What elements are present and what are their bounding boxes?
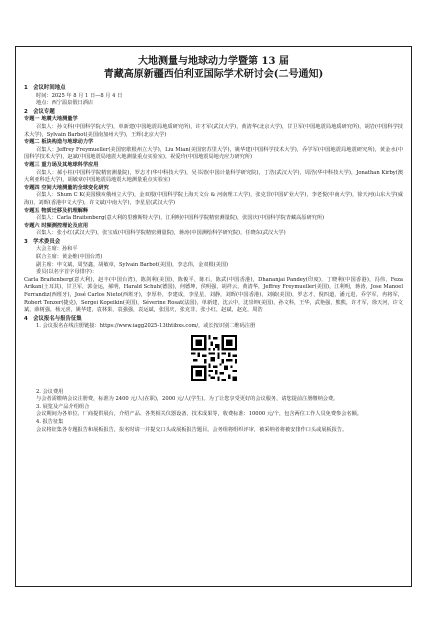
topic-conveners: 召集人：Shum C K(美国俄亥俄州立大学)，金双根(中国科学院上海天文台 & 河南理工大学)，张克非(中国矿业大学)，李老悦(中南大学)，徐天河(山东大学(威海))，刘晖(香港中文大学)，许文斌(中南大学)，李星星(武汉大学) [24,192,403,206]
meeting-time: 时间：2025 年 8 月 1 日—8 月 4 日 [36,92,123,99]
section-3-heading: 3 学术委员会 [24,238,61,245]
vice-chairs: 副主席：申文斌，周坚鑫，胡敏章，Sylvain Barbot(美国)，李志伟，金双根(美国) [36,261,229,268]
meeting-place: 地点：西宁温泉假日酒店 [36,100,94,107]
topic-5 [24,208,403,223]
topic-1 [24,116,403,139]
report-text: 会议将征集各专题报告和展板报告，报名时请一并提交口头或展板报告题目。会务组将组织评审，被采纳者将被安排作口头或展板报告。 [36,426,348,433]
section-4-heading: 4 会议报名与报告征集 [24,315,82,322]
topic-title: 专题三 重力场及其地球科学应用 [24,161,99,168]
topic-title: 专题一 地震大地测量学 [24,116,78,123]
notice-subtitle: 青藏高原新疆西伯利亚国际学术研讨会(二号通知) [103,69,324,80]
topic-6 [24,223,403,238]
topic-title: 专题六 时频测控理论及应用 [24,222,89,229]
registration-link[interactable]: 1. 会议报名在线注册链接：https://www.iagg2025-13thtibxs.com/，或长按识别二维码注册 [36,323,256,330]
committee-members: Carla Braitenberg(意大利)，赵丰(中国台湾)，陈剑利(美国)，陈俊平，陈石，陈武(中国香港)，Dhananjai Pandey(印度)，丁晓利(中国香港)，冯伟，Feza Arikan(土耳其)，甘卫军，郭金运，郝明，Harald Schuh(德国)，何德坤，侯明强，胡祥云，黄清华，Jeffrey Freymueller(美国)，江利明，蒋涛，Jose Manoel Ferrandiz(西班牙)，José Carlos Nieto(西班牙)，李厚朴，李建成，李星星，刘静，刘晖(中国香港)，刘敏(美国)，罗志才，倪四道，潘元进，乔学军，冉将军，Robert Tenzer(捷克)，Sergei Kopeikin(美国)，Séverine Rosat(法国)，单新建，沈云中，沈崇坤(美国)，孙文科，王华，武艳强，熊熊，许才军，徐天河，许文斌，薛树强，杨元喜，姚华建，袁林果，袁强强，袁运斌，张国庆，张克非，张小红，赵斌，赵克，周浩 [24,276,403,314]
report-heading: 4. 报告征集 [36,418,64,425]
members-label: 委员(以名字首字母排序)： [36,269,98,276]
section-1-heading: 1 会议时间地点 [24,85,66,91]
topic-2 [24,139,403,162]
exhibit-heading: 3. 展览及产品介绍组合 [36,403,90,410]
conference-chair: 大会主席：孙和平 [36,246,78,253]
topic-conveners: 召集人：Jeffrey Freymueller(美国密歇根州立大学)，Liu Mian(美国密苏里大学)，姚华建(中国科学技术大学)，乔学军(中国地震局地震研究所)，黄金水(中国科学技术大学)，赵斌(中国地震局地震大地测量重点实验室)，祝爱玲(中国地震局地壳应力研究所) [24,146,403,161]
qr-code-icon[interactable] [191,335,237,381]
notice-title: 大地测量与地球动力学暨第 13 届 [138,56,289,67]
topic-title: 专题二 板块构造与地球动力学 [24,139,94,146]
topic-conveners: 召集人：孙文科(中国科学院大学)，单新建(中国地震局地质研究所)，许才军(武汉大学)，黄清华(北京大学)，甘卫军(中国地震局地质研究所)，胡岩(中国科学技术大学)，Sylvain Barbot(美国南加州大学)，王辉(北京大学) [24,123,403,138]
qr-code-container [24,335,403,385]
topic-conveners: 召集人：张小红(武汉大学)，张宝成(中国科学院精密测量院)，蒋涛(中国测绘科学研究院)，任晓东(武汉大学) [36,230,286,237]
topic-3 [24,162,403,185]
exhibit-text: 会议期间为各单位、厂商提供展台，介绍产品、各类相关仪器设备、技术成果等，收费标准：10000 元/个，包含两位工作人员免费参会名额。 [36,411,362,418]
co-chairs: 联合主席：黄金维(中国台湾) [36,254,103,261]
notice-page [15,46,412,587]
topic-title: 专题四 空间大地测量的全球变化研究 [24,184,109,191]
section-2-heading: 2 会议专题 [24,108,55,115]
topic-title: 专题五 物质迁移及机理解释 [24,207,89,214]
fee-text: 与会者需缴纳会议注册费，标准为 2400 元/人(在职)，2000 元/人(学生)。为了让您享受更好的会议服务，请您提前注册缴纳会费。 [36,396,339,403]
topic-4 [24,185,403,208]
topic-conveners: 召集人：Carla Braitenberg(意大利的里雅斯特大学)，江利明(中国科学院精密测量院)，张国庆(中国科学院青藏高原研究所) [36,215,325,222]
fee-heading: 2. 会议费用 [36,388,64,395]
topic-conveners: 召集人：郝小柱(中国科学院精密测量院)，罗志才(华中科技大学)，吴书清(中国计量科学研究院)，丁浩(武汉大学)，周浩(华中科技大学)，Jonathan Kirby(澳大利亚科廷大学)，胡敏章(中国地震局地震大地测量重点实验室) [24,169,403,184]
